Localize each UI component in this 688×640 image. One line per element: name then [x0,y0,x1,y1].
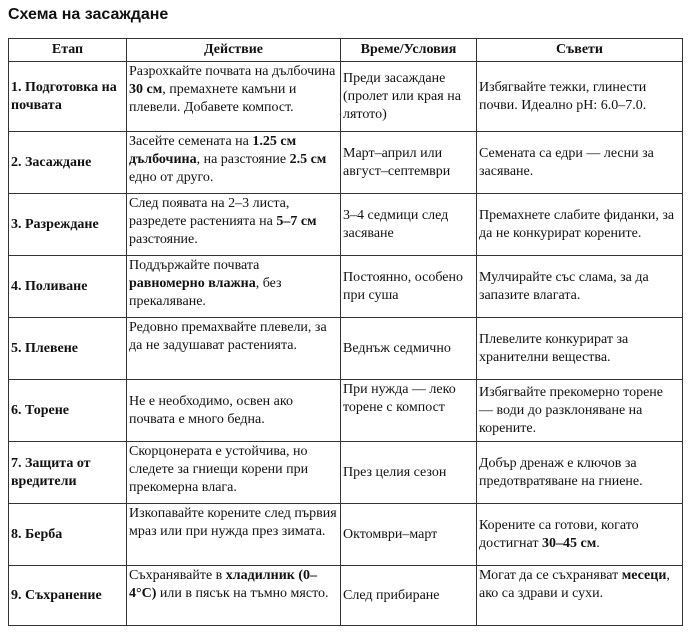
table-header-row [9,39,683,62]
table-row [9,194,683,256]
table-row [9,566,683,626]
time-cell: Веднъж седмично [341,318,477,380]
stage-cell: 9. Съхранение [9,566,127,626]
header-stage: Етап [9,39,127,62]
stage-cell: 4. Поливане [9,256,127,318]
table-row [9,442,683,504]
action-cell: Изкопавайте корените след първия мраз или при нужда през зимата. [127,504,341,566]
action-cell: Поддържайте почвата равномерно влажна, без прекаляване. [127,256,341,318]
action-cell: Съхранявайте в хладилник (0–4°C) или в пясък на тъмно място. [127,566,341,626]
time-cell: 3–4 седмици след засяване [341,194,477,256]
time-cell: Постоянно, особено при суша [341,256,477,318]
time-cell: Октомври–март [341,504,477,566]
stage-cell: 8. Берба [9,504,127,566]
tips-cell: Плевелите конкурират за хранителни вещества. [477,318,683,380]
action-cell: Скорцонерата е устойчива, но следете за гниещи корени при прекомерна влага. [127,442,341,504]
action-cell: Не е необходимо, освен ако почвата е много бедна. [127,380,341,442]
time-cell: Март–април или август–септември [341,132,477,194]
stage-cell: 6. Торене [9,380,127,442]
stage-cell: 7. Защита от вредители [9,442,127,504]
stage-cell: 5. Плевене [9,318,127,380]
tips-cell: Избягвайте тежки, глинести почви. Идеално pH: 6.0–7.0. [477,62,683,132]
stage-cell: 3. Разреждане [9,194,127,256]
tips-cell: Могат да се съхраняват месеци, ако са здрави и сухи. [477,566,683,626]
tips-cell: Добър дренаж е ключов за предотвратяване на гниене. [477,442,683,504]
planting-schedule-table [8,38,683,626]
table-row [9,256,683,318]
action-cell: Редовно премахвайте плевели, за да не задушават растенията. [127,318,341,380]
tips-cell: Мулчирайте със слама, за да запазите влагата. [477,256,683,318]
table-row [9,380,683,442]
tips-cell: Корените са готови, когато достигнат 30–45 см. [477,504,683,566]
header-tips: Съвети [477,39,683,62]
tips-cell: Премахнете слабите фиданки, за да не конкурират корените. [477,194,683,256]
page-title: Схема на засаждане [8,6,169,23]
time-cell: Преди засаждане (пролет или края на лятото) [341,62,477,132]
action-cell: Засейте семената на 1.25 см дълбочина, на разстояние 2.5 см едно от друго. [127,132,341,194]
table-row [9,132,683,194]
header-time-conditions: Време/Условия [341,39,477,62]
stage-cell: 1. Подготовка на почвата [9,62,127,132]
tips-cell: Семената са едри — лесни за засяване. [477,132,683,194]
time-cell: През целия сезон [341,442,477,504]
time-cell: След прибиране [341,566,477,626]
table-row [9,62,683,132]
action-cell: Разрохкайте почвата на дълбочина 30 см, премахнете камъни и плевели. Добавете компост. [127,62,341,132]
action-cell: След появата на 2–3 листа, разредете растенията на 5–7 см разстояние. [127,194,341,256]
tips-cell: Избягвайте прекомерно торене — води до разклоняване на корените. [477,380,683,442]
stage-cell: 2. Засаждане [9,132,127,194]
header-action: Действие [127,39,341,62]
table-row [9,318,683,380]
table-row [9,504,683,566]
time-cell: При нужда — леко торене с компост [341,380,477,442]
